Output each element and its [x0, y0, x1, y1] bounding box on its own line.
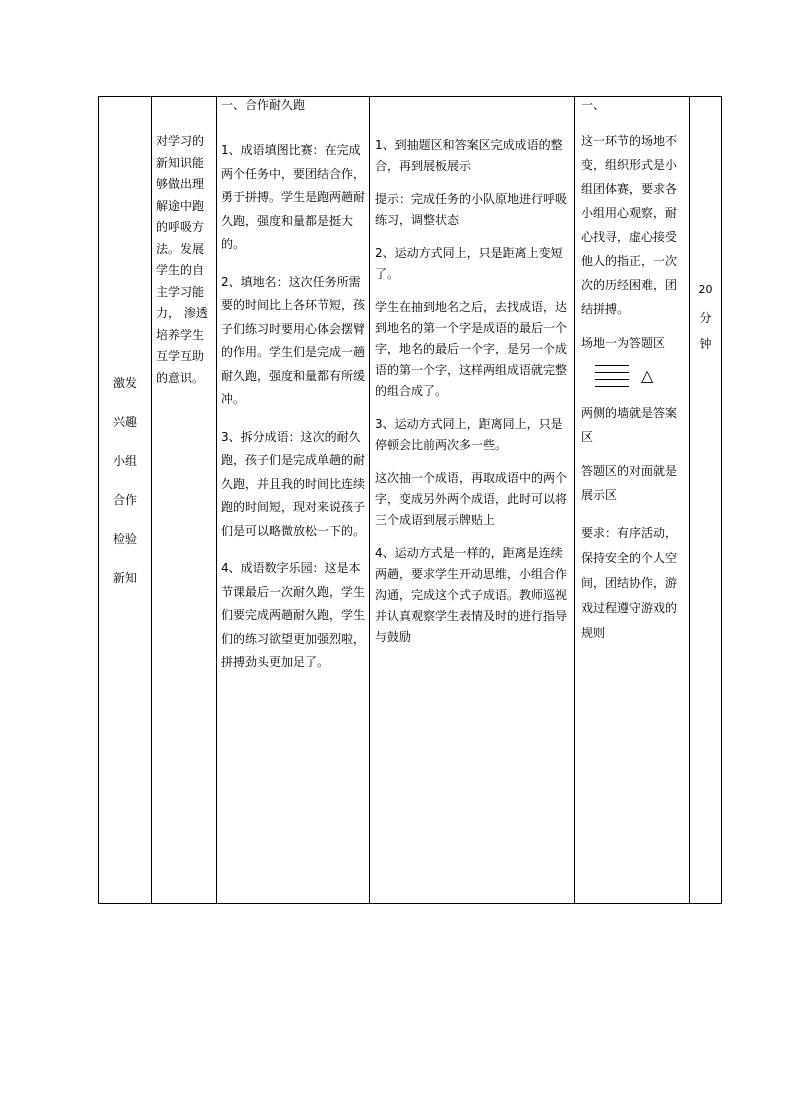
column-divider [151, 97, 152, 903]
time-unit: 钟 [699, 337, 712, 351]
objectives-cell [156, 131, 214, 903]
content-item-2: 2、填地名：这次任务所需要的时间比上各环节短，孩子们练习时要用心体会摆臂的作用。学生们是完成一趟耐久跑，强度和量都有所缓冲。 [221, 274, 366, 406]
content-item-3: 3、拆分成语：这次的耐久跑，孩子们是完成单趟的耐久跑，并且我的时间比连续跑的时间短，现对来说孩子们是可以略微放松一下的。 [221, 429, 366, 538]
lesson-plan-table [98, 96, 722, 904]
activity-detail-3: 这次抽一个成语，再取成语中的两个字，变成另外两个成语，此时可以将三个成语到展示牌贴上 [375, 471, 568, 527]
line-mark [595, 372, 629, 373]
triangle-icon: △ [641, 366, 654, 385]
line-mark [595, 386, 629, 387]
section-label: 新知 [112, 571, 137, 585]
activities-cell [375, 135, 569, 903]
section-label: 激发 [112, 376, 137, 390]
objectives-text: 对学习的新知识能够做出理解途中跑的呼吸方法。发展学生的自主学习能力， 渗透培养学生互学互助的意识。 [156, 134, 208, 385]
activity-item-2: 2、运动方式同上，只是距离上变短了。 [375, 246, 563, 281]
activity-detail-2: 学生在抽到地名之后，去找成语，达到地名的第一个字是成语的最后一个字，地名的最后一个字，是另一个成语的第一个字，这样两组成语就完整的组合成了。 [375, 300, 568, 398]
organization-text: 这一环节的场地不变，组织形式是小组团体赛，要求各小组用心观察，耐心找寻，虚心接受他人的指正，一次次的历经困难，团结拼搏。 [581, 134, 678, 316]
section-label: 小组 [112, 454, 137, 468]
section-label: 检验 [112, 532, 137, 546]
time-cell [690, 283, 721, 361]
line-mark [595, 365, 629, 366]
activity-hint: 提示：完成任务的小队原地进行呼吸练习，调整状态 [375, 192, 568, 227]
time-number: 20 [698, 283, 713, 296]
column-divider [689, 97, 690, 903]
display-area-text: 答题区的对面就是展示区 [581, 464, 678, 502]
content-item-1: 1、成语填图比赛：在完成两个任务中，要团结合作，勇于拼搏。学生是跑两趟耐久跑，强度和量都是挺大的。 [221, 143, 366, 251]
column-divider [216, 97, 217, 903]
content-title: 一、合作耐久跑 [221, 98, 306, 112]
activity-item-3: 3、运动方式同上，距离同上，只是停顿会比前两次多一些。 [375, 417, 563, 452]
content-item-4: 4、成语数字乐园：这是本节课最后一次耐久跑，学生们要完成两趟耐久跑，学生们的练习欲望更加强烈啦，拼搏劲头更加足了。 [221, 561, 366, 669]
answer-area-text: 两侧的墙就是答案区 [581, 406, 678, 444]
column-divider [574, 97, 575, 903]
field-area-label: 场地一为答题区 [581, 336, 666, 350]
time-unit: 分 [699, 311, 712, 325]
organization-title: 一、 [581, 98, 606, 112]
content-cell [221, 97, 366, 903]
organization-cell [581, 97, 687, 903]
line-mark [595, 379, 629, 380]
activity-item-1: 1、到抽题区和答案区完成成语的整合，再到展板展示 [375, 138, 563, 173]
section-label: 兴趣 [112, 415, 137, 429]
requirements-text: 要求：有序活动，保持安全的个人空间，团结协作，游戏过程遵守游戏的规则 [581, 526, 678, 640]
section-labels [99, 374, 151, 608]
field-diagram [581, 355, 687, 399]
section-label: 合作 [112, 493, 137, 507]
activity-item-4: 4、运动方式是一样的，距离是连续两趟，要求学生开动思维，小组合作沟通，完成这个式子成语。教师巡视并认真观察学生表情及时的进行指导与鼓励 [375, 546, 568, 644]
column-divider [369, 97, 370, 903]
